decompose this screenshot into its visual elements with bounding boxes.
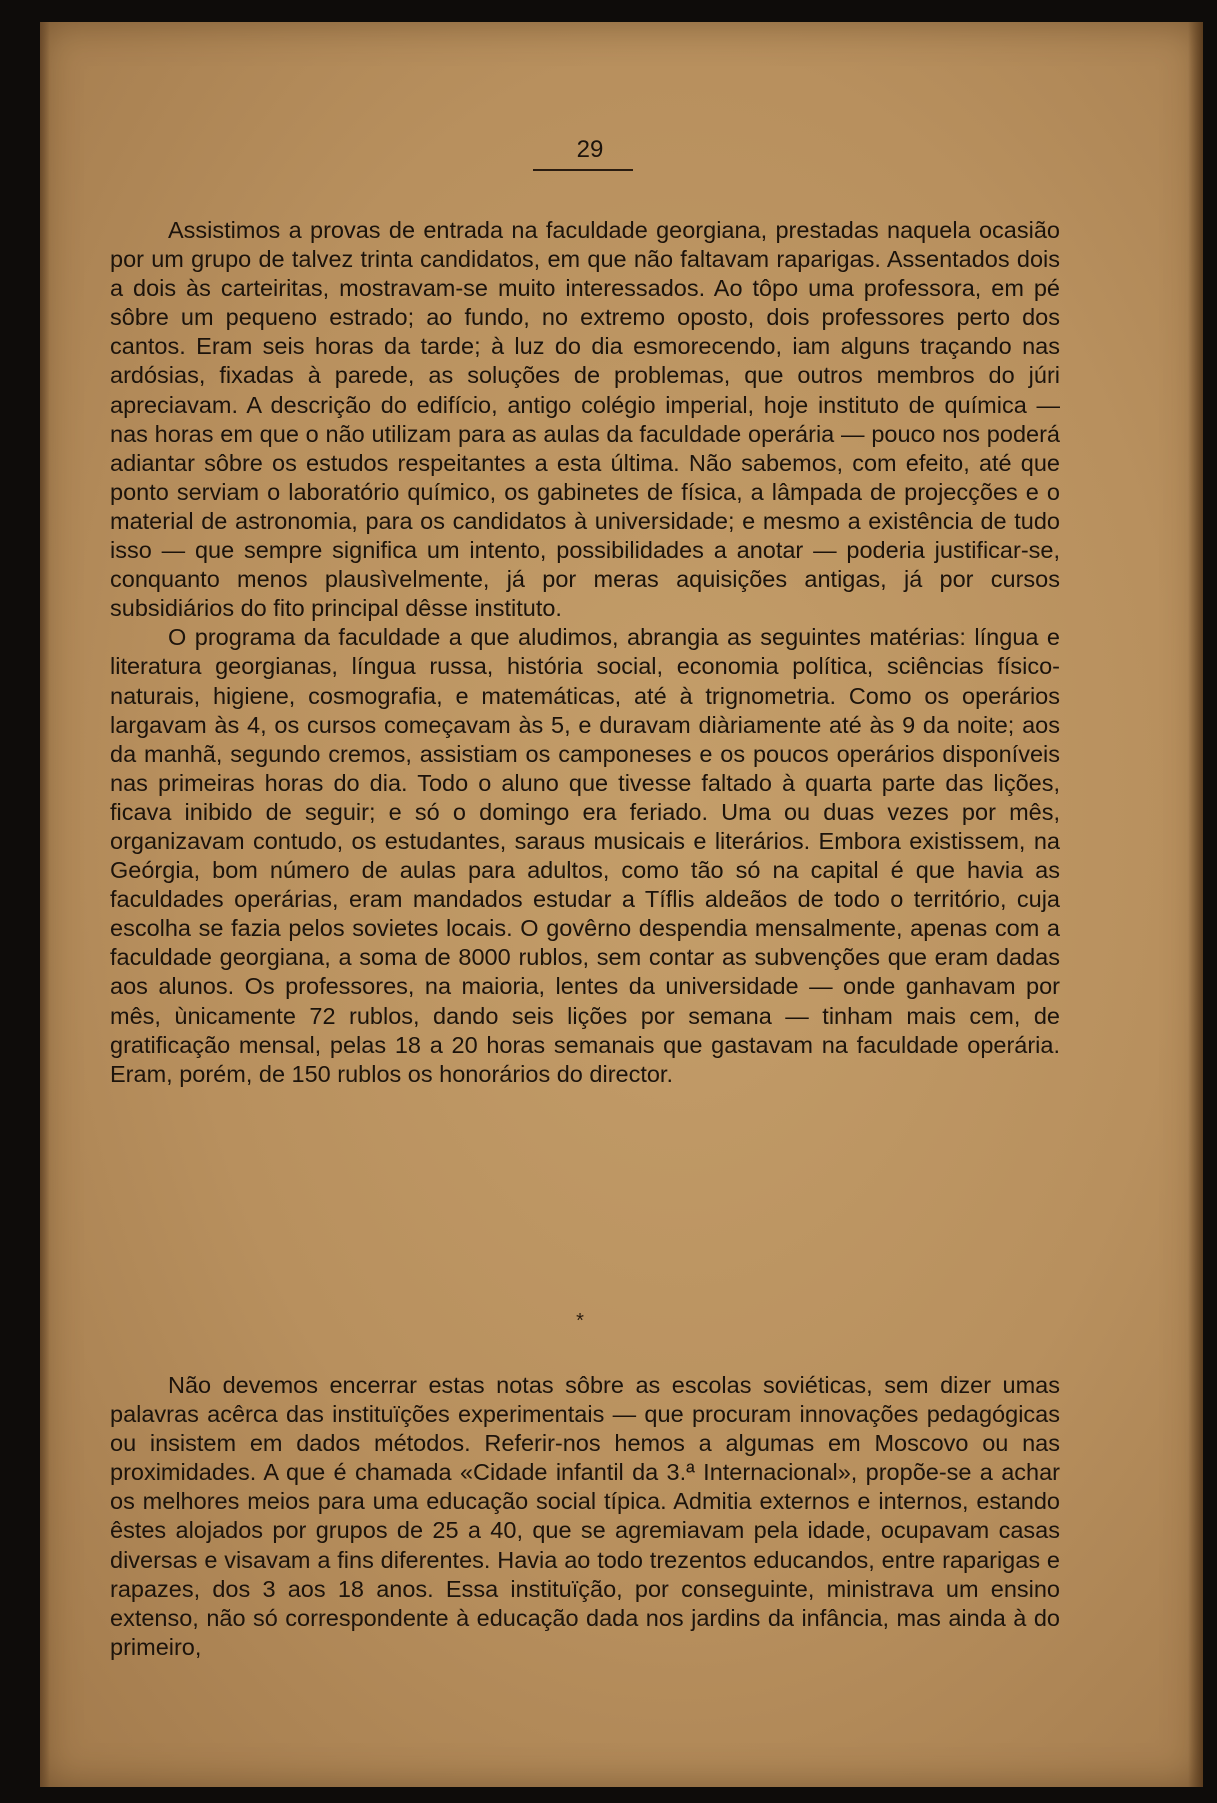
page-number: 29 xyxy=(576,136,604,163)
paragraph: Não devemos encerrar estas notas sôbre as escolas soviéticas, sem dizer umas palavras acêrca das instituïções experimentais — que procuram innovações pedagógicas ou insistem em dados métodos. Referir-nos hemos a algumas em Moscovo ou nas proximidades. A que é chamada «Cidade infantil da 3.ª Internacional», propõe-se a achar os melhores meios para uma educação social típica. Admitia externos e internos, estando êstes alojados por grupos de 25 a 40, que se agremiavam pela idade, ocupavam casas diversas e visavam a fins diferentes. Havia ao todo trezentos educandos, entre raparigas e rapazes, dos 3 aos 18 anos. Essa instituïção, por conseguinte, ministrava um ensino extenso, não só correspondente à educação dada nos jardins da infância, mas ainda à do primeiro, xyxy=(110,1372,1060,1660)
page-number-rule xyxy=(533,169,633,171)
body-text-section-2 xyxy=(110,1371,1060,1662)
body-text-section-1 xyxy=(110,216,1060,1089)
paragraph: Assistimos a provas de entrada na faculdade georgiana, prestadas naquela ocasião por um grupo de talvez trinta candidatos, em que não faltavam raparigas. Assentados dois a dois às carteiritas, mostravam-se muito interessados. Ao tôpo uma professora, em pé sôbre um pequeno estrado; ao fundo, no extremo oposto, dois professores perto dos cantos. Eram seis horas da tarde; à luz do dia esmorecendo, iam alguns traçando nas ardósias, fixadas à parede, as soluções de problemas, que outros membros do júri apreciavam. A descrição do edifício, antigo colégio imperial, hoje instituto de química — nas horas em que o não utilizam para as aulas da faculdade operária — pouco nos poderá adiantar sôbre os estudos respeitantes a esta última. Não sabemos, com efeito, até que ponto serviam o laboratório químico, os gabinetes de física, a lâmpada de projecções e o material de astronomia, para os candidatos à universidade; e mesmo a existência de tudo isso — que sempre significa um intento, possibilidades a anotar — poderia justificar-se, conquanto menos plausìvelmente, já por meras aquisições antigas, já por cursos subsidiários do fito principal dêsse instituto. xyxy=(110,217,1060,622)
paragraph: O programa da faculdade a que aludimos, abrangia as seguintes matérias: língua e literatura georgianas, língua russa, história social, economia política, sciências físico-naturais, higiene, cosmografia, e matemáticas, até à trignometria. Como os operários largavam às 4, os cursos começavam às 5, e duravam diàriamente até às 9 da noite; aos da manhã, segundo cremos, assistiam os camponeses e os poucos operários disponíveis nas primeiras horas do dia. Todo o aluno que tivesse faltado à quarta parte das lições, ficava inibido de seguir; e só o domingo era feriado. Uma ou duas vezes por mês, organizavam contudo, os estudantes, saraus musicais e literários. Embora existissem, na Geórgia, bom número de aulas para adultos, como tão só na capital é que havia as faculdades operárias, eram mandados estudar a Tíflis aldeãos de todo o território, cuja escolha se fazia pelos sovietes locais. O govêrno despendia mensalmente, apenas com a faculdade georgiana, a soma de 8000 rublos, sem contar as subvenções que eram dadas aos alunos. Os professores, na maioria, lentes da universidade — onde ganhavam por mês, ùnicamente 72 rublos, dando seis lições por semana — tinham mais cem, de gratificação mensal, pelas 18 a 20 horas semanais que gastavam na faculdade operária. Eram, porém, de 150 rublos os honorários do director. xyxy=(110,624,1060,1087)
page-gutter-shadow xyxy=(40,22,50,1787)
section-separator: * xyxy=(576,1310,584,1332)
page-edge-shadow xyxy=(1188,22,1203,1787)
